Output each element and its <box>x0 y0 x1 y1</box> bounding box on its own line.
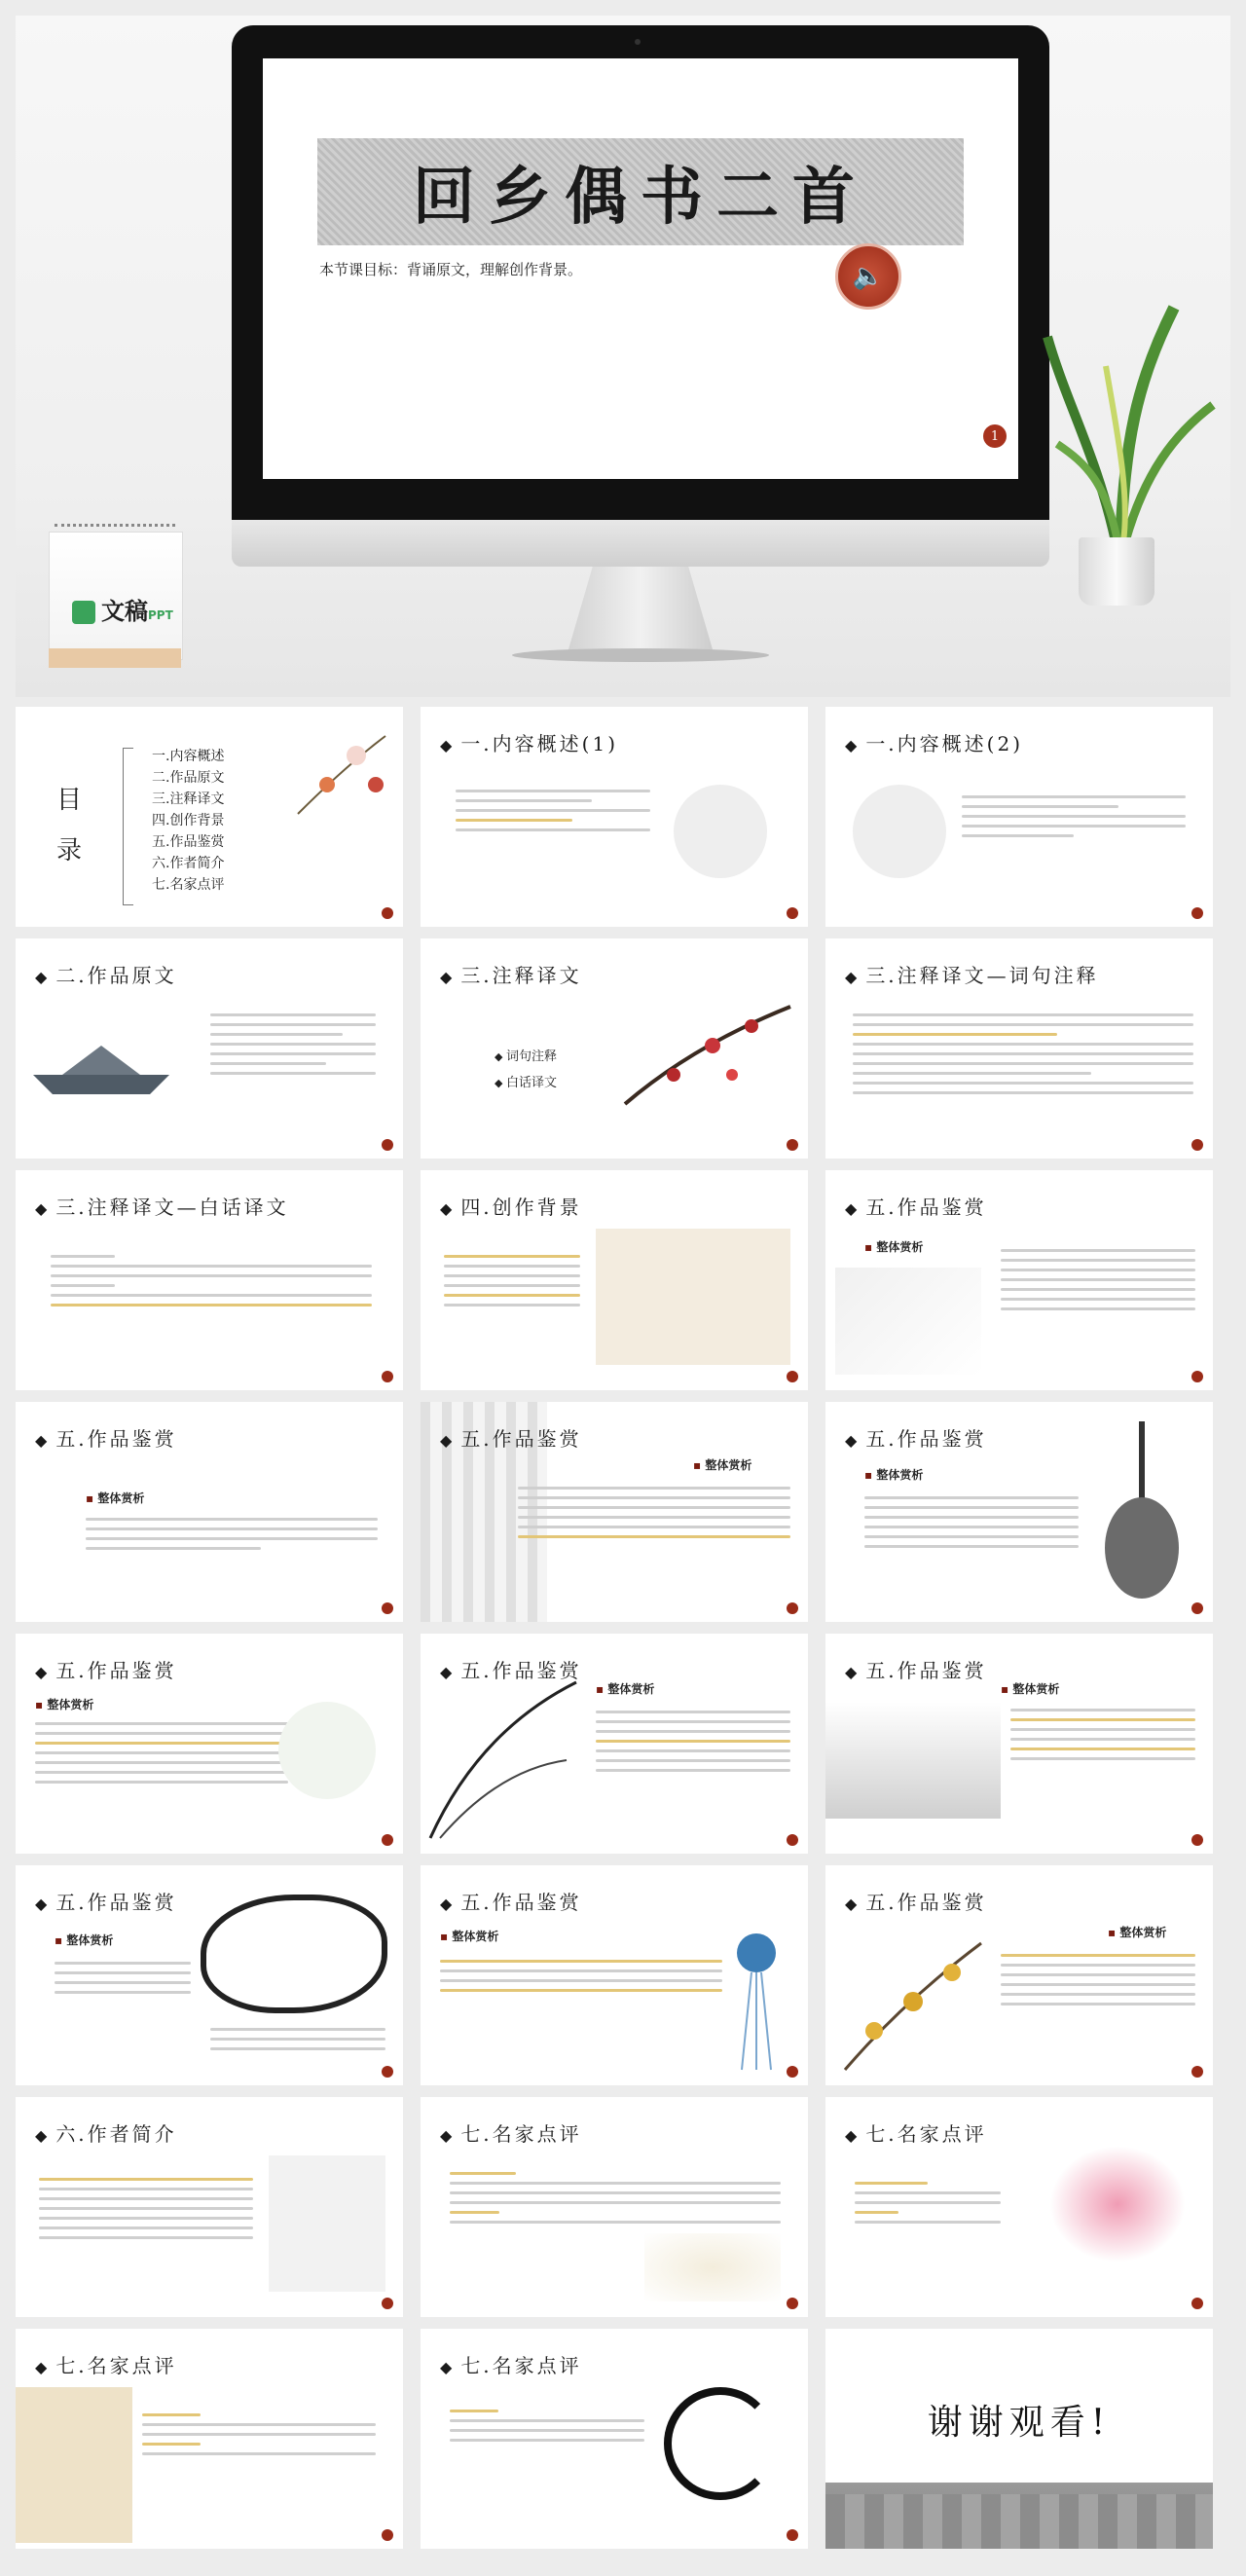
page-dot <box>382 2529 393 2541</box>
lavender-icon <box>674 785 767 878</box>
page-dot <box>787 2298 798 2309</box>
page-dot <box>382 1834 393 1846</box>
sub-label: ▪ 整体赏析 <box>1001 1680 1059 1697</box>
slide-translation[interactable] <box>16 1170 403 1390</box>
slide-title: ◆ 一.内容概述(1) <box>440 728 618 756</box>
page-dot <box>1191 2066 1203 2078</box>
hero-mockup <box>16 16 1230 697</box>
page-dot <box>1191 1602 1203 1614</box>
slide-thanks[interactable] <box>825 2329 1213 2549</box>
slide-title: ◆ 一.内容概述(2) <box>845 728 1023 756</box>
slide-title: ◆ 六.作者简介 <box>35 2118 177 2147</box>
birds-branch-icon <box>835 1268 981 1375</box>
slide-appreciation-10[interactable] <box>825 1865 1213 2085</box>
slide-toc[interactable] <box>16 707 403 927</box>
scroll-icon <box>16 2387 132 2543</box>
lavender-icon <box>853 785 946 878</box>
slide-title: ◆ 四.创作背景 <box>440 1192 582 1220</box>
slide-overview-1[interactable] <box>421 707 808 927</box>
peony-icon <box>1049 2146 1186 2263</box>
monitor-stand <box>561 567 720 654</box>
sub-label: ▪ 整体赏析 <box>86 1490 144 1506</box>
page-dot <box>787 1371 798 1382</box>
toc-item[interactable]: 六.作者简介 <box>152 856 225 871</box>
bird-flower-icon <box>288 726 395 833</box>
slide-title: ◆ 七.名家点评 <box>440 2118 582 2147</box>
slide-background[interactable] <box>421 1170 808 1390</box>
slide-appreciation-3[interactable] <box>421 1402 808 1622</box>
toc-bracket <box>123 748 133 905</box>
toc-list <box>152 746 224 896</box>
sub-label: ▪ 整体赏析 <box>55 1932 113 1948</box>
slide-comments-1[interactable] <box>421 2097 808 2317</box>
camera-dot <box>635 39 641 45</box>
slide-title: ◆ 五.作品鉴赏 <box>845 1423 987 1452</box>
cloud-pattern-icon <box>201 1895 387 2013</box>
slide-appreciation-2[interactable] <box>16 1402 403 1622</box>
slide-comments-4[interactable] <box>421 2329 808 2549</box>
calendar-stand <box>49 648 181 668</box>
pipa-icon <box>1088 1412 1195 1606</box>
toc-item[interactable]: 四.创作背景 <box>152 813 225 828</box>
toc-item[interactable]: 一.内容概述 <box>152 749 225 764</box>
plant-icon <box>1028 298 1223 551</box>
magnolia-icon <box>644 2233 781 2301</box>
toc-label: 目录 <box>56 786 83 865</box>
page-dot <box>1191 1371 1203 1382</box>
slide-title: ◆ 五.作品鉴赏 <box>845 1655 987 1683</box>
brand-icon <box>72 601 95 624</box>
slide-author[interactable] <box>16 2097 403 2317</box>
landscape-icon <box>825 1702 1001 1819</box>
page-dot <box>787 2529 798 2541</box>
boat-icon <box>23 1036 179 1104</box>
toc-item[interactable]: 七.名家点评 <box>152 877 225 893</box>
slide-title: ◆ 三.注释译文—词句注释 <box>845 960 1099 988</box>
slide-title: ◆ 五.作品鉴赏 <box>35 1655 177 1683</box>
sub-label: ▪ 整体赏析 <box>693 1456 751 1473</box>
translation-link[interactable]: ◆ 白话译文 <box>495 1072 557 1090</box>
yellow-blossom-icon <box>825 1924 991 2079</box>
hero-subtitle: 本节课目标：背诵原文，理解创作背景。 <box>319 261 583 278</box>
slide-title: ◆ 三.注释译文 <box>440 960 582 988</box>
page-dot <box>382 2066 393 2078</box>
page-number: 1 <box>983 424 1007 448</box>
slide-appreciation-9[interactable] <box>421 1865 808 2085</box>
slide-title: ◆ 二.作品原文 <box>35 960 177 988</box>
page-dot <box>382 1371 393 1382</box>
page-dot <box>1191 1834 1203 1846</box>
slide-title: ◆ 五.作品鉴赏 <box>440 1887 582 1915</box>
ink-circle-icon <box>664 2387 777 2500</box>
hero-title: 回乡偶书二首 <box>413 161 868 234</box>
plant-pot <box>1079 537 1154 606</box>
page-dot <box>787 1602 798 1614</box>
toc-item[interactable]: 二.作品原文 <box>152 770 225 786</box>
tassel-icon <box>713 1875 800 2079</box>
orchid-icon <box>421 1673 586 1848</box>
sub-label: ▪ 整体赏析 <box>1108 1924 1166 1940</box>
page-dot <box>1191 907 1203 919</box>
toc-item[interactable]: 五.作品鉴赏 <box>152 834 225 850</box>
page-dot <box>1191 1139 1203 1151</box>
page-dot <box>787 1139 798 1151</box>
sub-label: ▪ 整体赏析 <box>35 1696 93 1712</box>
slide-title: ◆ 三.注释译文—白话译文 <box>35 1192 289 1220</box>
slide-title: ◆ 五.作品鉴赏 <box>440 1423 582 1452</box>
page-dot <box>382 1139 393 1151</box>
slide-word-notes[interactable] <box>825 938 1213 1159</box>
page-dot <box>787 1834 798 1846</box>
page-dot <box>1191 2298 1203 2309</box>
slide-comments-2[interactable] <box>825 2097 1213 2317</box>
speaker-icon: 🔈 <box>852 262 885 291</box>
page-dot <box>787 2066 798 2078</box>
sub-label: ▪ 整体赏析 <box>596 1680 654 1697</box>
sub-label: ▪ 整体赏析 <box>864 1238 923 1255</box>
slide-title: ◆ 七.名家点评 <box>35 2350 177 2378</box>
wood-floor <box>825 2494 1213 2549</box>
speaker-button[interactable] <box>835 243 901 310</box>
page-dot <box>382 1602 393 1614</box>
slide-appreciation-6[interactable] <box>421 1634 808 1854</box>
page-dot <box>382 907 393 919</box>
page-dot <box>787 907 798 919</box>
brand-logo: 文稿PPT <box>72 592 173 626</box>
monitor-base <box>512 648 769 662</box>
slide-title: ◆ 五.作品鉴赏 <box>845 1192 987 1220</box>
sub-label: ▪ 整体赏析 <box>440 1928 498 1944</box>
slide-appreciation-8[interactable] <box>16 1865 403 2085</box>
slide-title: ◆ 五.作品鉴赏 <box>845 1887 987 1915</box>
portrait-icon <box>269 2155 385 2292</box>
title-slide <box>263 58 1018 479</box>
slide-title: ◆ 七.名家点评 <box>440 2350 582 2378</box>
page-dot <box>382 2298 393 2309</box>
slide-appreciation-5[interactable] <box>16 1634 403 1854</box>
slide-title: ◆ 五.作品鉴赏 <box>440 1655 582 1683</box>
sub-label: ▪ 整体赏析 <box>864 1466 923 1483</box>
plum-blossom-icon <box>615 987 800 1133</box>
slide-original-text[interactable] <box>16 938 403 1159</box>
painting-icon <box>596 1229 790 1365</box>
slide-appreciation-7[interactable] <box>825 1634 1213 1854</box>
slide-title: ◆ 五.作品鉴赏 <box>35 1423 177 1452</box>
slide-appreciation-1[interactable] <box>825 1170 1213 1390</box>
monitor-chin <box>232 520 1049 567</box>
slide-annotation[interactable] <box>421 938 808 1159</box>
title-band <box>317 138 964 245</box>
slide-overview-2[interactable] <box>825 707 1213 927</box>
toc-item[interactable]: 三.注释译文 <box>152 791 225 807</box>
fish-icon <box>278 1702 376 1799</box>
slide-appreciation-4[interactable] <box>825 1402 1213 1622</box>
slide-title: ◆ 七.名家点评 <box>845 2118 987 2147</box>
slide-comments-3[interactable] <box>16 2329 403 2549</box>
thanks-title: 谢谢观看! <box>927 2402 1112 2443</box>
slide-title: ◆ 五.作品鉴赏 <box>35 1887 177 1915</box>
annotation-link[interactable]: ◆ 词句注释 <box>495 1046 557 1064</box>
